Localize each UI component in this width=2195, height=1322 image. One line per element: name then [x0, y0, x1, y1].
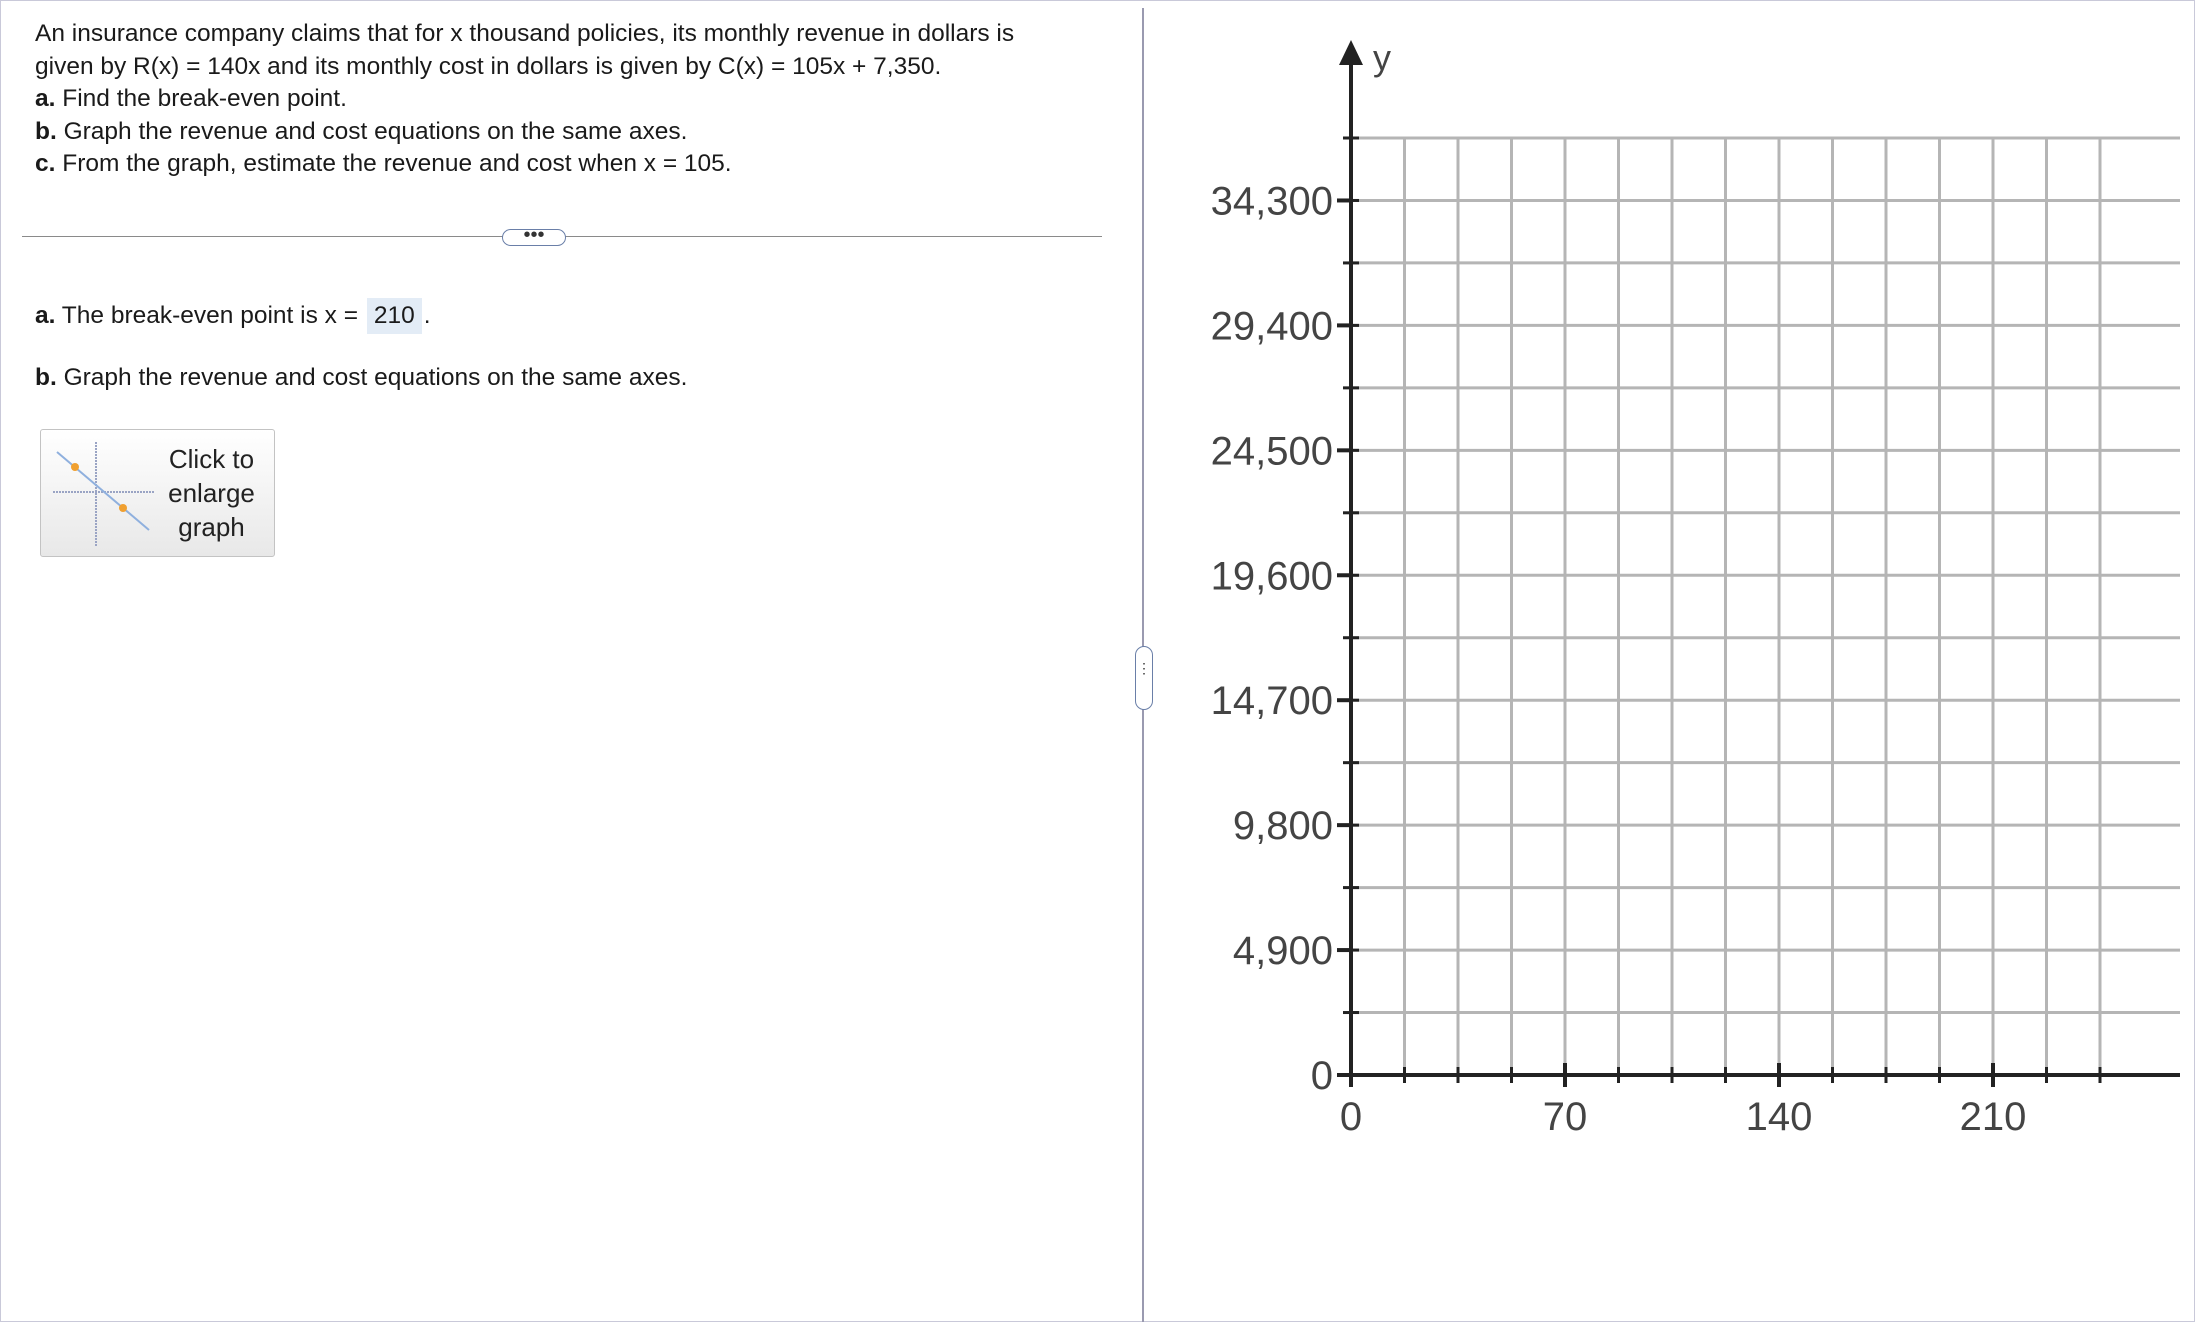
graph-area[interactable] [1180, 20, 2180, 1300]
part-b-label: b. [35, 117, 57, 145]
y-tick-label: 29,400 [1210, 304, 1333, 349]
question-part-c [35, 148, 1014, 181]
part-b-text: Graph the revenue and cost equations on the same axes. [56, 117, 688, 145]
pane-resize-handle[interactable]: ⋮ [1135, 646, 1153, 710]
answer-b-label: b. [35, 364, 57, 391]
part-c-label: c. [35, 150, 56, 177]
y-tick-label: 4,900 [1232, 929, 1333, 974]
part-a-text: Find the break-even point. [55, 85, 347, 112]
answer-a-label: a. [35, 302, 56, 329]
question-part-b [35, 116, 1014, 149]
enlarge-label-line-3: graph [178, 512, 245, 542]
y-tick-label: 9,800 [1232, 804, 1333, 849]
x-tick-label: 140 [1745, 1095, 1813, 1139]
y-axis-arrow-icon [1339, 40, 1363, 65]
question-text [35, 18, 1014, 181]
part-a-label: a. [35, 85, 56, 112]
coordinate-grid[interactable] [1180, 20, 2180, 1300]
question-line-2: given by R(x) = 140x and its monthly cost in dollars is given by C(x) = 105x + 7,350. [35, 52, 942, 80]
break-even-answer-box[interactable]: 210 [367, 298, 422, 334]
y-tick-label: 19,600 [1210, 554, 1333, 599]
y-tick-label: 24,500 [1210, 429, 1333, 474]
enlarge-label-line-2: enlarge [168, 478, 255, 508]
part-c-text: From the graph, estimate the revenue and cost when x = 105. [55, 150, 732, 177]
enlarge-graph-button[interactable] [40, 429, 275, 557]
x-tick-label: 210 [1959, 1095, 2027, 1139]
answer-a-suffix: . [423, 302, 431, 329]
answer-part-a [35, 298, 431, 334]
y-tick-label: 0 [1310, 1054, 1333, 1098]
y-axis-label: y [1373, 37, 1391, 78]
enlarge-label-line-1: Click to [168, 444, 255, 474]
question-line-1: An insurance company claims that for x thousand policies, its monthly revenue in dollars is [35, 20, 1015, 47]
expand-question-button[interactable]: ••• [502, 229, 566, 246]
answer-part-b [35, 364, 687, 392]
answer-a-text: The break-even point is x = [55, 302, 365, 329]
enlarge-graph-label [159, 442, 264, 544]
y-tick-label: 34,300 [1210, 179, 1333, 224]
question-part-a [35, 83, 1014, 116]
answer-b-text: Graph the revenue and cost equations on the same axes. [56, 364, 688, 391]
x-tick-label: 70 [1542, 1095, 1588, 1139]
y-tick-label: 14,700 [1210, 679, 1333, 724]
x-tick-label: 0 [1339, 1095, 1363, 1139]
graph-thumbnail-icon [51, 440, 156, 548]
